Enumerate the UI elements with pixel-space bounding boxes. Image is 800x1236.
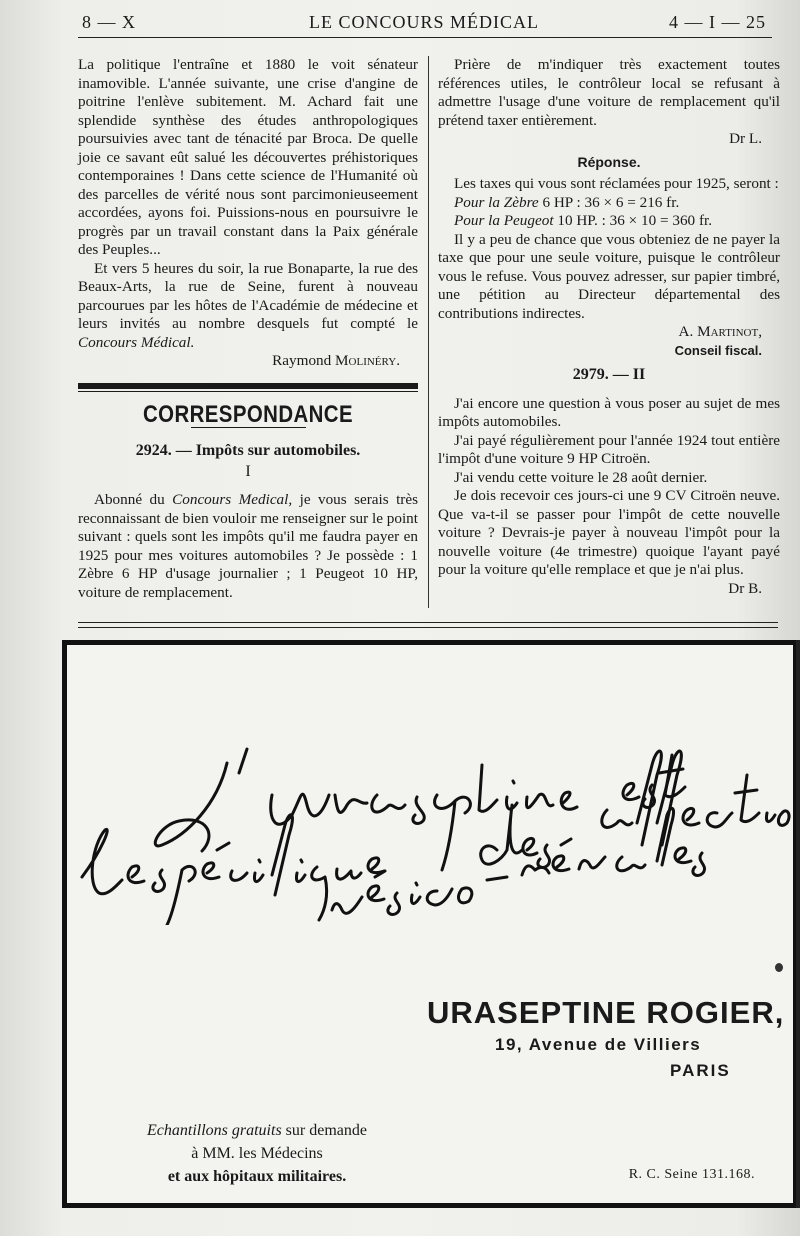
- ad-separator-rule: [78, 622, 778, 623]
- ad-separator-rule-thin: [78, 627, 778, 628]
- column-divider: [428, 56, 429, 608]
- page-header: [82, 12, 766, 40]
- journal-title: LE CONCOURS MÉDICAL: [308, 12, 539, 32]
- response-body: Il y a peu de chance que vous obteniez de ne payer la taxe que pour une seule voiture, puisque le contrôleur vous le refuse. Vous pouvez adresser, sur papier timbré, une pétition au Directeur départemental des contributions indirectes.: [438, 230, 780, 322]
- question-text: Abonné du Concours Medical, je vous serais très reconnaissant de bien vouloir me renseigner sur le point suivant : quels sont les impôts qu'il me faudra payer en 1925 pour mes voitures automobiles ? Je possède : 1 Zèbre 6 HP d'usage journalier ; 1 Peugeot 10 HP, voiture de remplacement.: [78, 491, 419, 601]
- question-2-title: 2979. — II: [572, 366, 646, 383]
- question-part-number: I: [245, 462, 251, 480]
- response-heading: Réponse.: [577, 153, 641, 170]
- advertisement-box: [62, 640, 798, 1208]
- question-signature: Dr L.: [729, 130, 762, 147]
- article-paragraph-2: Et vers 5 heures du soir, la rue Bonaparte, la rue des Beaux-Arts, la rue de Seine, furent à nouveau parcourues par les hôtes de l'Académie de médecine et leurs invités au nombre desquels fut compté le Concours Médical.: [78, 259, 418, 351]
- question-title: 2924. — Impôts sur automobiles.: [135, 442, 361, 459]
- decorative-dot: [775, 963, 783, 972]
- handwritten-slogan: [67, 645, 793, 925]
- question-2-signature: Dr B.: [728, 579, 762, 597]
- right-column: [438, 56, 780, 598]
- section-thick-rule: [78, 383, 418, 389]
- tax-line-peugeot: Pour la Peugeot 10 HP. : 36 × 10 = 360 fr.: [454, 212, 713, 229]
- question-continued: Prière de m'indiquer très exactement toutes références utiles, le contrôleur local se refusant à admettre l'usage d'une voiture de remplacement qu'il prétend taxer entièrement.: [438, 56, 780, 129]
- response-intro: Les taxes qui vous sont réclamées pour 1925, seront :: [454, 175, 779, 192]
- left-column: [78, 56, 418, 602]
- article-signature: Raymond Molinéry.: [272, 352, 400, 369]
- samples-notice: Echantillons gratuits sur demande à MM. les Médecins et aux hôpitaux militaires.: [147, 1122, 367, 1185]
- section-title: CORRESPONDANCE: [143, 400, 353, 428]
- question-2-paragraph: J'ai encore une question à vous poser au sujet de mes impôts automobiles.: [438, 394, 780, 430]
- page-number: 8 — X: [82, 12, 136, 32]
- issue-date: 4 — I — 25: [669, 12, 766, 32]
- company-name: URASEPTINE ROGIER,: [427, 995, 785, 1030]
- trade-registry: R. C. Seine 131.168.: [628, 1167, 755, 1182]
- response-signature-role: Conseil fiscal.: [674, 342, 762, 358]
- question-2-paragraph: J'ai vendu cette voiture le 28 août dernier.: [454, 468, 708, 486]
- journal-reference: Concours Médical.: [78, 333, 195, 351]
- response-signature-name: A. Martinot,: [678, 323, 762, 340]
- header-rule: [78, 37, 772, 38]
- question-2-paragraph: J'ai payé régulièrement pour l'année 1924 tout entière l'impôt d'une voiture 9 HP Citroën.: [438, 431, 780, 467]
- question-2-paragraph: Je dois recevoir ces jours-ci une 9 CV Citroën neuve. Que va-t-il se passer pour l'impôt de cette nouvelle voiture ? Devrais-je payer à nouveau l'impôt pour la nouvelle voiture (4e trimestre) quoique l'ayant payé pour la voiture qu'elle remplace et que je n'ai plus.: [438, 487, 780, 578]
- company-city: PARIS: [670, 1061, 731, 1080]
- section-thin-rule: [78, 391, 418, 392]
- article-paragraph: La politique l'entraîne et 1880 le voit sénateur inamovible. L'année suivante, une crise d'angine de poitrine l'enlève subitement. M. Achard fait une splendide synthèse des études anthropologiques poursuivies avec tant de ténacité par Broca. De quelle joie ce savant eût salué les découvertes préhistoriques contemporaines ! Dans cette science de l'Humanité où des parcelles de vérité nous sont parcimonieuseement accordées, ayons foi. Puissions-nous en poursuivre le progrès par un travail constant dans la Paix générale des Peuples...: [78, 56, 418, 258]
- company-address: 19, Avenue de Villiers: [495, 1035, 702, 1054]
- tax-line-zebre: Pour la Zèbre 6 HP : 36 × 6 = 216 fr.: [454, 193, 680, 211]
- page-edge: [796, 640, 800, 1208]
